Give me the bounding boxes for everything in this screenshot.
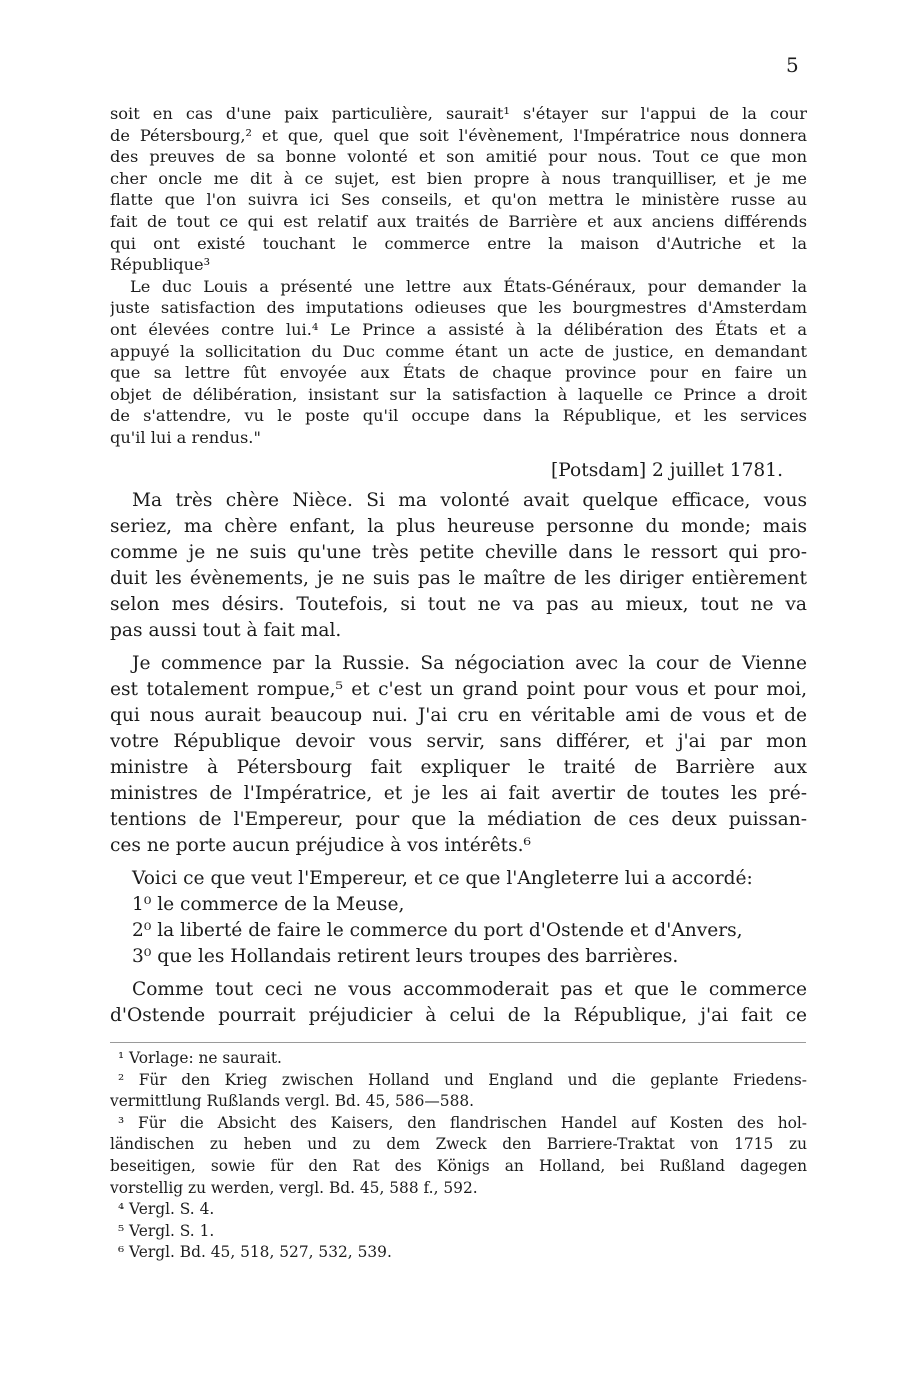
text-line: de Pétersbourg,² et que, quel que soit l'évènement, l'Impératrice nous donnera: [110, 125, 807, 145]
text-line: objet de délibération, insistant sur la satisfaction à laquelle ce Prince a droit: [110, 384, 807, 404]
text-line: qu'il lui a rendus.": [110, 427, 261, 447]
footnote: beseitigen, sowie für den Rat des Königs an Holland, bei Rußland dagegen: [110, 1156, 807, 1175]
text-line: votre République devoir vous servir, sans différer, et j'ai par mon: [110, 731, 807, 752]
text-line: Comme tout ceci ne vous accommoderait pas et que le commerce: [132, 979, 807, 1000]
footnote: ⁶ Vergl. Bd. 45, 518, 527, 532, 539.: [118, 1243, 392, 1262]
footnote: ländischen zu heben und zu dem Zweck den Barriere-Traktat von 1715 zu: [110, 1135, 807, 1154]
previous-letter-text: [110, 103, 807, 449]
footnote: ¹ Vorlage: ne saurait.: [118, 1049, 282, 1067]
text-line: ministres de l'Impératrice, et je les ai fait avertir de toutes les pré-: [110, 783, 807, 804]
footnote: ³ Für die Absicht des Kaisers, den flandrischen Handel auf Kosten des hol-: [118, 1113, 807, 1132]
text-line: pas aussi tout à fait mal.: [110, 620, 342, 641]
footnote-divider: [110, 1042, 806, 1043]
text-line: seriez, ma chère enfant, la plus heureuse personne du monde; mais: [110, 516, 807, 537]
text-line: Le duc Louis a présenté une lettre aux États-Généraux, pour demander la: [130, 276, 807, 296]
text-line: cher oncle me dit à ce sujet, est bien propre à nous tranquilliser, et je me: [110, 168, 807, 188]
page-number: 5: [786, 53, 799, 77]
list-item: 3⁰ que les Hollandais retirent leurs troupes des barrières.: [132, 946, 679, 967]
text-line: ces ne porte aucun préjudice à vos intérêts.⁶: [110, 835, 531, 856]
footnote: ⁴ Vergl. S. 4.: [118, 1200, 215, 1219]
text-line: fait de tout ce qui est relatif aux traités de Barrière et aux anciens différends: [110, 211, 807, 231]
footnote: ⁵ Vergl. S. 1.: [118, 1221, 215, 1240]
text-line: juste satisfaction des imputations odieuses que les bourgmestres d'Amsterdam: [110, 298, 807, 318]
text-line: que sa lettre fût envoyée aux États de chaque province pour en faire un: [110, 363, 807, 383]
text-line: qui nous aurait beaucoup nui. J'ai cru en véritable ami de vous et de: [110, 705, 807, 726]
footnote: vermittlung Rußlands vergl. Bd. 45, 586—588.: [110, 1092, 475, 1111]
text-line: qui ont existé touchant le commerce entre la maison d'Autriche et la: [110, 233, 807, 253]
letter-dateline: [Potsdam] 2 juillet 1781.: [551, 460, 783, 481]
text-line: Je commence par la Russie. Sa négociation avec la cour de Vienne: [132, 653, 807, 674]
text-line: flatte que l'on suivra ici Ses conseils, et qu'on mettra le ministère russe au: [110, 190, 807, 210]
text-line: des preuves de sa bonne volonté et son amitié pour nous. Tout ce que mon: [110, 147, 807, 167]
footnote: vorstellig zu werden, vergl. Bd. 45, 588 f., 592.: [110, 1178, 478, 1197]
text-line: est totalement rompue,⁵ et c'est un grand point pour vous et pour moi,: [110, 679, 807, 700]
text-line: soit en cas d'une paix particulière, saurait¹ s'étayer sur l'appui de la cour: [110, 104, 807, 123]
text-line: ministre à Pétersbourg fait expliquer le traité de Barrière aux: [110, 757, 807, 778]
text-line: République³: [110, 255, 211, 275]
text-line: appuyé la sollicitation du Duc comme étant un acte de justice, en demandant: [110, 341, 807, 361]
text-line: duit les évènements, je ne suis pas le maître de les diriger entièrement: [110, 568, 807, 589]
text-line: selon mes désirs. Toutefois, si tout ne va pas au mieux, tout ne va: [110, 594, 807, 615]
list-item: 2⁰ la liberté de faire le commerce du port d'Ostende et d'Anvers,: [132, 920, 743, 941]
text-line: de s'attendre, vu le poste qu'il occupe dans la République, et les services: [110, 406, 807, 426]
footnotes: [110, 1048, 807, 1264]
text-line: ont élevées contre lui.⁴ Le Prince a assisté à la délibération des États et a: [110, 319, 807, 339]
text-line: Ma très chère Nièce. Si ma volonté avait quelque efficace, vous: [132, 490, 807, 511]
text-line: Voici ce que veut l'Empereur, et ce que l'Angleterre lui a accordé:: [132, 868, 753, 889]
text-line: tentions de l'Empereur, pour que la médiation de ces deux puissan-: [110, 809, 807, 830]
main-letter-text: [110, 488, 807, 1029]
text-line: comme je ne suis qu'une très petite cheville dans le ressort qui pro-: [110, 542, 807, 563]
text-line: d'Ostende pourrait préjudicier à celui de la République, j'ai fait ce: [110, 1005, 807, 1026]
footnote: ² Für den Krieg zwischen Holland und England und die geplante Friedens-: [118, 1070, 807, 1089]
list-item: 1⁰ le commerce de la Meuse,: [132, 894, 405, 915]
